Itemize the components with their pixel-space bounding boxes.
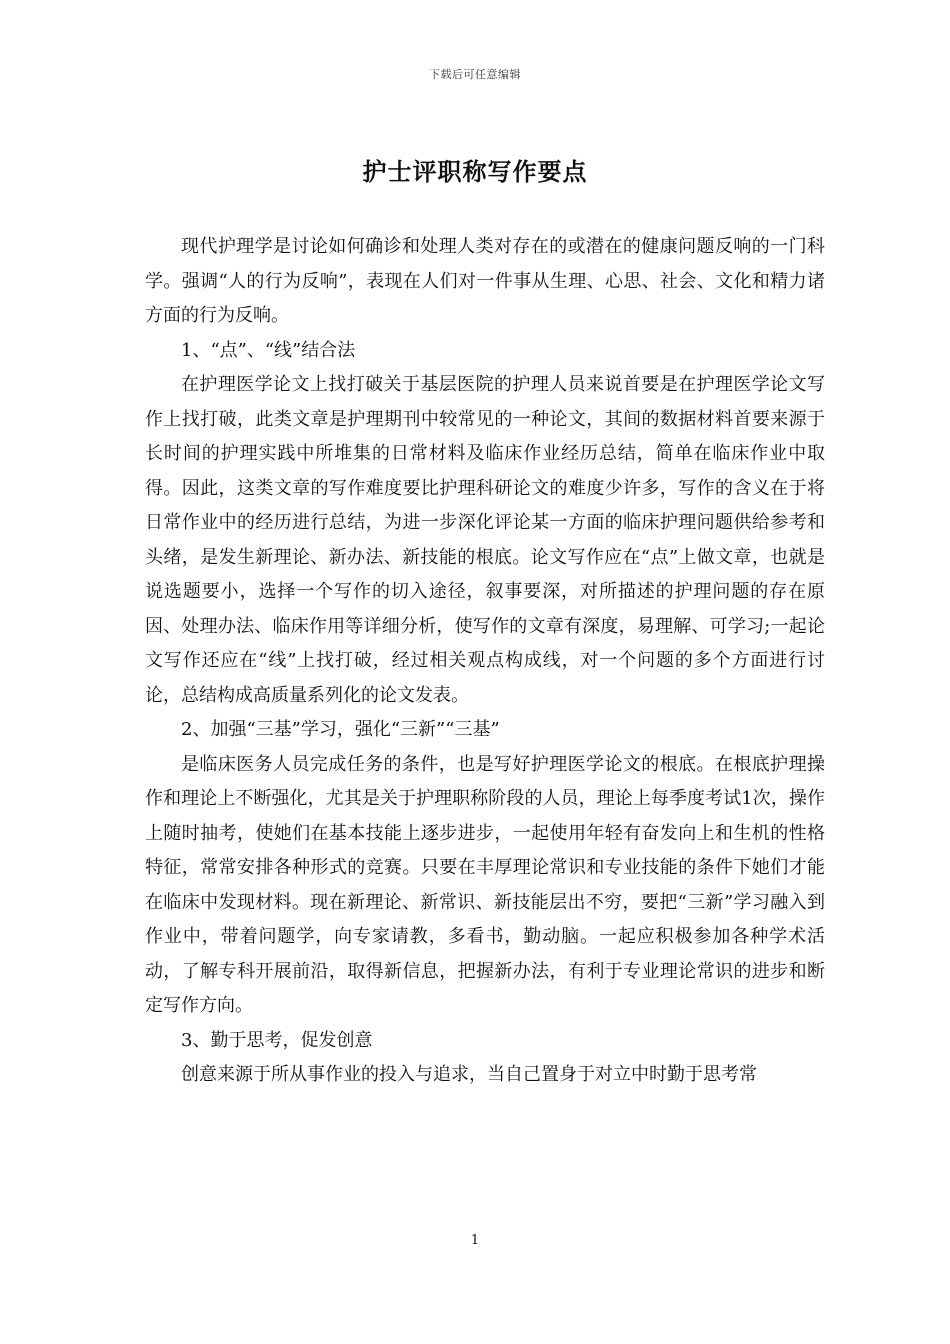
paragraph-intro: 现代护理学是讨论如何确诊和处理人类对存在的或潜在的健康问题反响的一门科学。强调“人的行为反响”，表现在人们对一件事从生理、心思、社会、文化和精力诸方面的行为反响。 [145, 236, 825, 326]
document-title: 护士评职称写作要点 [362, 157, 588, 186]
page-number: 1 [470, 1233, 480, 1248]
paragraph-section-1: 在护理医学论文上找打破关于基层医院的护理人员来说首要是在护理医学论文写作上找打破，此类文章是护理期刊中较常见的一种论文，其间的数据材料首要来源于长时间的护理实践中所堆集的日常材料及临床作业经历总结，简单在临床作业中取得。因此，这类文章的写作难度要比护理科研论文的难度少许多，写作的含义在于将日常作业中的经历进行总结，为进一步深化评论某一方面的临床护理问题供给参考和头绪，是发生新理论、新办法、新技能的根底。论文写作应在“点”上做文章，也就是说选题要小，选择一个写作的切入途径，叙事要深，对所描述的护理问题的存在原因、处理办法、临床作用等详细分析，使写作的文章有深度，易理解、可学习;一起论文写作还应在“线”上找打破，经过相关观点构成线，对一个问题的多个方面进行讨论，总结构成高质量系列化的论文发表。 [145, 374, 825, 706]
section-heading-1: 1、“点”、“线”结合法 [181, 339, 356, 361]
paragraph-section-3: 创意来源于所从事作业的投入与追求，当自己置身于对立中时勤于思考常 [181, 1064, 757, 1085]
section-heading-3: 3、勤于思考，促发创意 [181, 1029, 373, 1051]
page-header: 下载后可任意编辑 [429, 68, 521, 81]
section-heading-2: 2、加强“三基”学习，强化“三新”“三基” [181, 719, 500, 740]
document-body [145, 230, 825, 1093]
paragraph-section-2: 是临床医务人员完成任务的条件，也是写好护理医学论文的根底。在根底护理操作和理论上不断强化，尤其是关于护理职称阶段的人员，理论上每季度考试1次，操作上随时抽考，使她们在基本技能上逐步进步，一起使用年轻有奋发向上和生机的性格特征，常常安排各种形式的竞赛。只要在丰厚理论常识和专业技能的条件下她们才能在临床中发现材料。现在新理论、新常识、新技能层出不穷，要把“三新”学习融入到作业中，带着问题学，向专家请教，多看书，勤动脑。一起应积极参加各种学术活动，了解专科开展前沿，取得新信息，把握新办法，有利于专业理论常识的进步和断定写作方向。 [145, 753, 825, 1016]
